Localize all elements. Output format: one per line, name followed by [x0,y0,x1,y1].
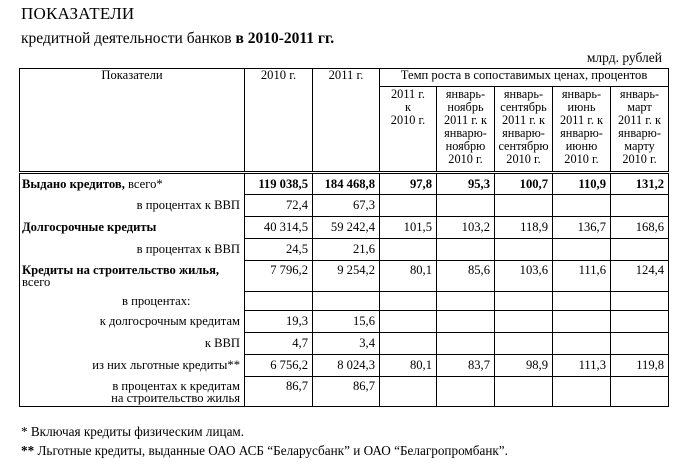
cell-empty [380,239,437,261]
subtitle-plain: кредитной деятельности банков [21,30,232,47]
cell-empty [611,311,669,333]
cell-growth: 124,4 [611,261,669,292]
cell-growth: 131,2 [611,173,669,195]
document-title: ПОКАЗАТЕЛИ [21,4,135,23]
units-label: млрд. рублей [586,50,662,65]
cell-growth: 98,9 [495,355,553,377]
header-indicators: Показатели [20,69,245,173]
cell-growth: 119,8 [611,355,669,377]
cell-empty [495,292,553,311]
header-growth: Темп роста в сопоставимых ценах, процентов [380,69,669,87]
cell-empty [553,292,611,311]
cell-growth: 85,6 [437,261,495,292]
cell-empty [553,377,611,407]
cell-2010: 86,7 [245,377,313,407]
cell-growth: 118,9 [495,217,553,239]
cell-growth: 97,8 [380,173,437,195]
cell-empty [313,292,380,311]
header-2011: 2011 г. [313,69,380,173]
header-sub-mar: январь- март 2011 г. к январю- марту 2010 г. [611,87,669,173]
cell-empty [553,311,611,333]
cell-growth: 111,6 [553,261,611,292]
header-sub-year: 2011 г. к 2010 г. [380,87,437,173]
cell-growth: 80,1 [380,261,437,292]
cell-2010: 6 756,2 [245,355,313,377]
cell-2010: 19,3 [245,311,313,333]
table-row [20,311,669,333]
cell-empty [380,311,437,333]
cell-empty [611,195,669,217]
table-row [20,292,669,311]
cell-empty [611,292,669,311]
header-sub-jun: январь- июнь 2011 г. к январю- июню 2010 г. [553,87,611,173]
cell-empty [437,239,495,261]
cell-empty [437,292,495,311]
cell-empty [495,311,553,333]
cell-2011: 3,4 [313,333,380,355]
cell-growth: 100,7 [495,173,553,195]
document-subtitle [21,30,334,48]
cell-2011: 21,6 [313,239,380,261]
cell-empty [495,239,553,261]
cell-growth: 101,5 [380,217,437,239]
cell-empty [437,377,495,407]
row-label: Долгосрочные кредиты [20,217,245,239]
row-label: в процентах к ВВП [20,239,245,261]
credit-table [19,68,669,407]
cell-2010: 7 796,2 [245,261,313,292]
cell-growth: 83,7 [437,355,495,377]
row-label: в процентах к ВВП [20,195,245,217]
row-label: Кредиты на строительство жилья, всего [20,261,245,292]
table-row [20,217,669,239]
cell-2011: 67,3 [313,195,380,217]
footnote-1: * Включая кредиты физическим лицам. [21,424,245,439]
cell-empty [495,195,553,217]
cell-empty [611,377,669,407]
table-row [20,377,669,407]
cell-2011: 59 242,4 [313,217,380,239]
cell-empty [553,195,611,217]
cell-growth: 103,6 [495,261,553,292]
cell-empty [245,292,313,311]
cell-2010: 119 038,5 [245,173,313,195]
cell-empty [611,333,669,355]
cell-growth: 136,7 [553,217,611,239]
footnote-2: ** Льготные кредиты, выданные ОАО АСБ “Беларусбанк” и ОАО “Белагропромбанк”. [21,443,508,458]
cell-empty [437,311,495,333]
cell-empty [495,377,553,407]
cell-growth: 103,2 [437,217,495,239]
row-label: из них льготные кредиты** [20,355,245,377]
table-row [20,261,669,292]
cell-2011: 15,6 [313,311,380,333]
cell-growth: 95,3 [437,173,495,195]
cell-growth: 168,6 [611,217,669,239]
cell-2010: 24,5 [245,239,313,261]
table-row [20,173,669,195]
cell-growth: 110,9 [553,173,611,195]
header-2010: 2010 г. [245,69,313,173]
table-row [20,355,669,377]
table-row [20,333,669,355]
cell-empty [495,333,553,355]
cell-empty [380,333,437,355]
cell-2011: 184 468,8 [313,173,380,195]
cell-empty [380,377,437,407]
cell-2010: 72,4 [245,195,313,217]
cell-empty [380,195,437,217]
cell-empty [437,333,495,355]
table-row [20,239,669,261]
row-label: Выдано кредитов, всего* [20,173,245,195]
row-label: к ВВП [20,333,245,355]
cell-2010: 40 314,5 [245,217,313,239]
row-label: в процентах: [20,292,245,311]
cell-growth: 80,1 [380,355,437,377]
subtitle-years: в 2010-2011 гг. [235,30,335,47]
cell-empty [437,195,495,217]
cell-2011: 9 254,2 [313,261,380,292]
cell-2011: 8 024,3 [313,355,380,377]
cell-empty [380,292,437,311]
cell-empty [553,239,611,261]
cell-empty [553,333,611,355]
table-row [20,195,669,217]
header-sub-sep: январь- сентябрь 2011 г. к январю- сентябрю 2010 г. [495,87,553,173]
cell-empty [611,239,669,261]
row-label: к долгосрочным кредитам [20,311,245,333]
cell-growth: 111,3 [553,355,611,377]
header-sub-nov: январь- ноябрь 2011 г. к январю- ноябрю 2010 г. [437,87,495,173]
cell-2011: 86,7 [313,377,380,407]
row-label: в процентах к кредитам на строительство жилья [20,377,245,407]
cell-2010: 4,7 [245,333,313,355]
